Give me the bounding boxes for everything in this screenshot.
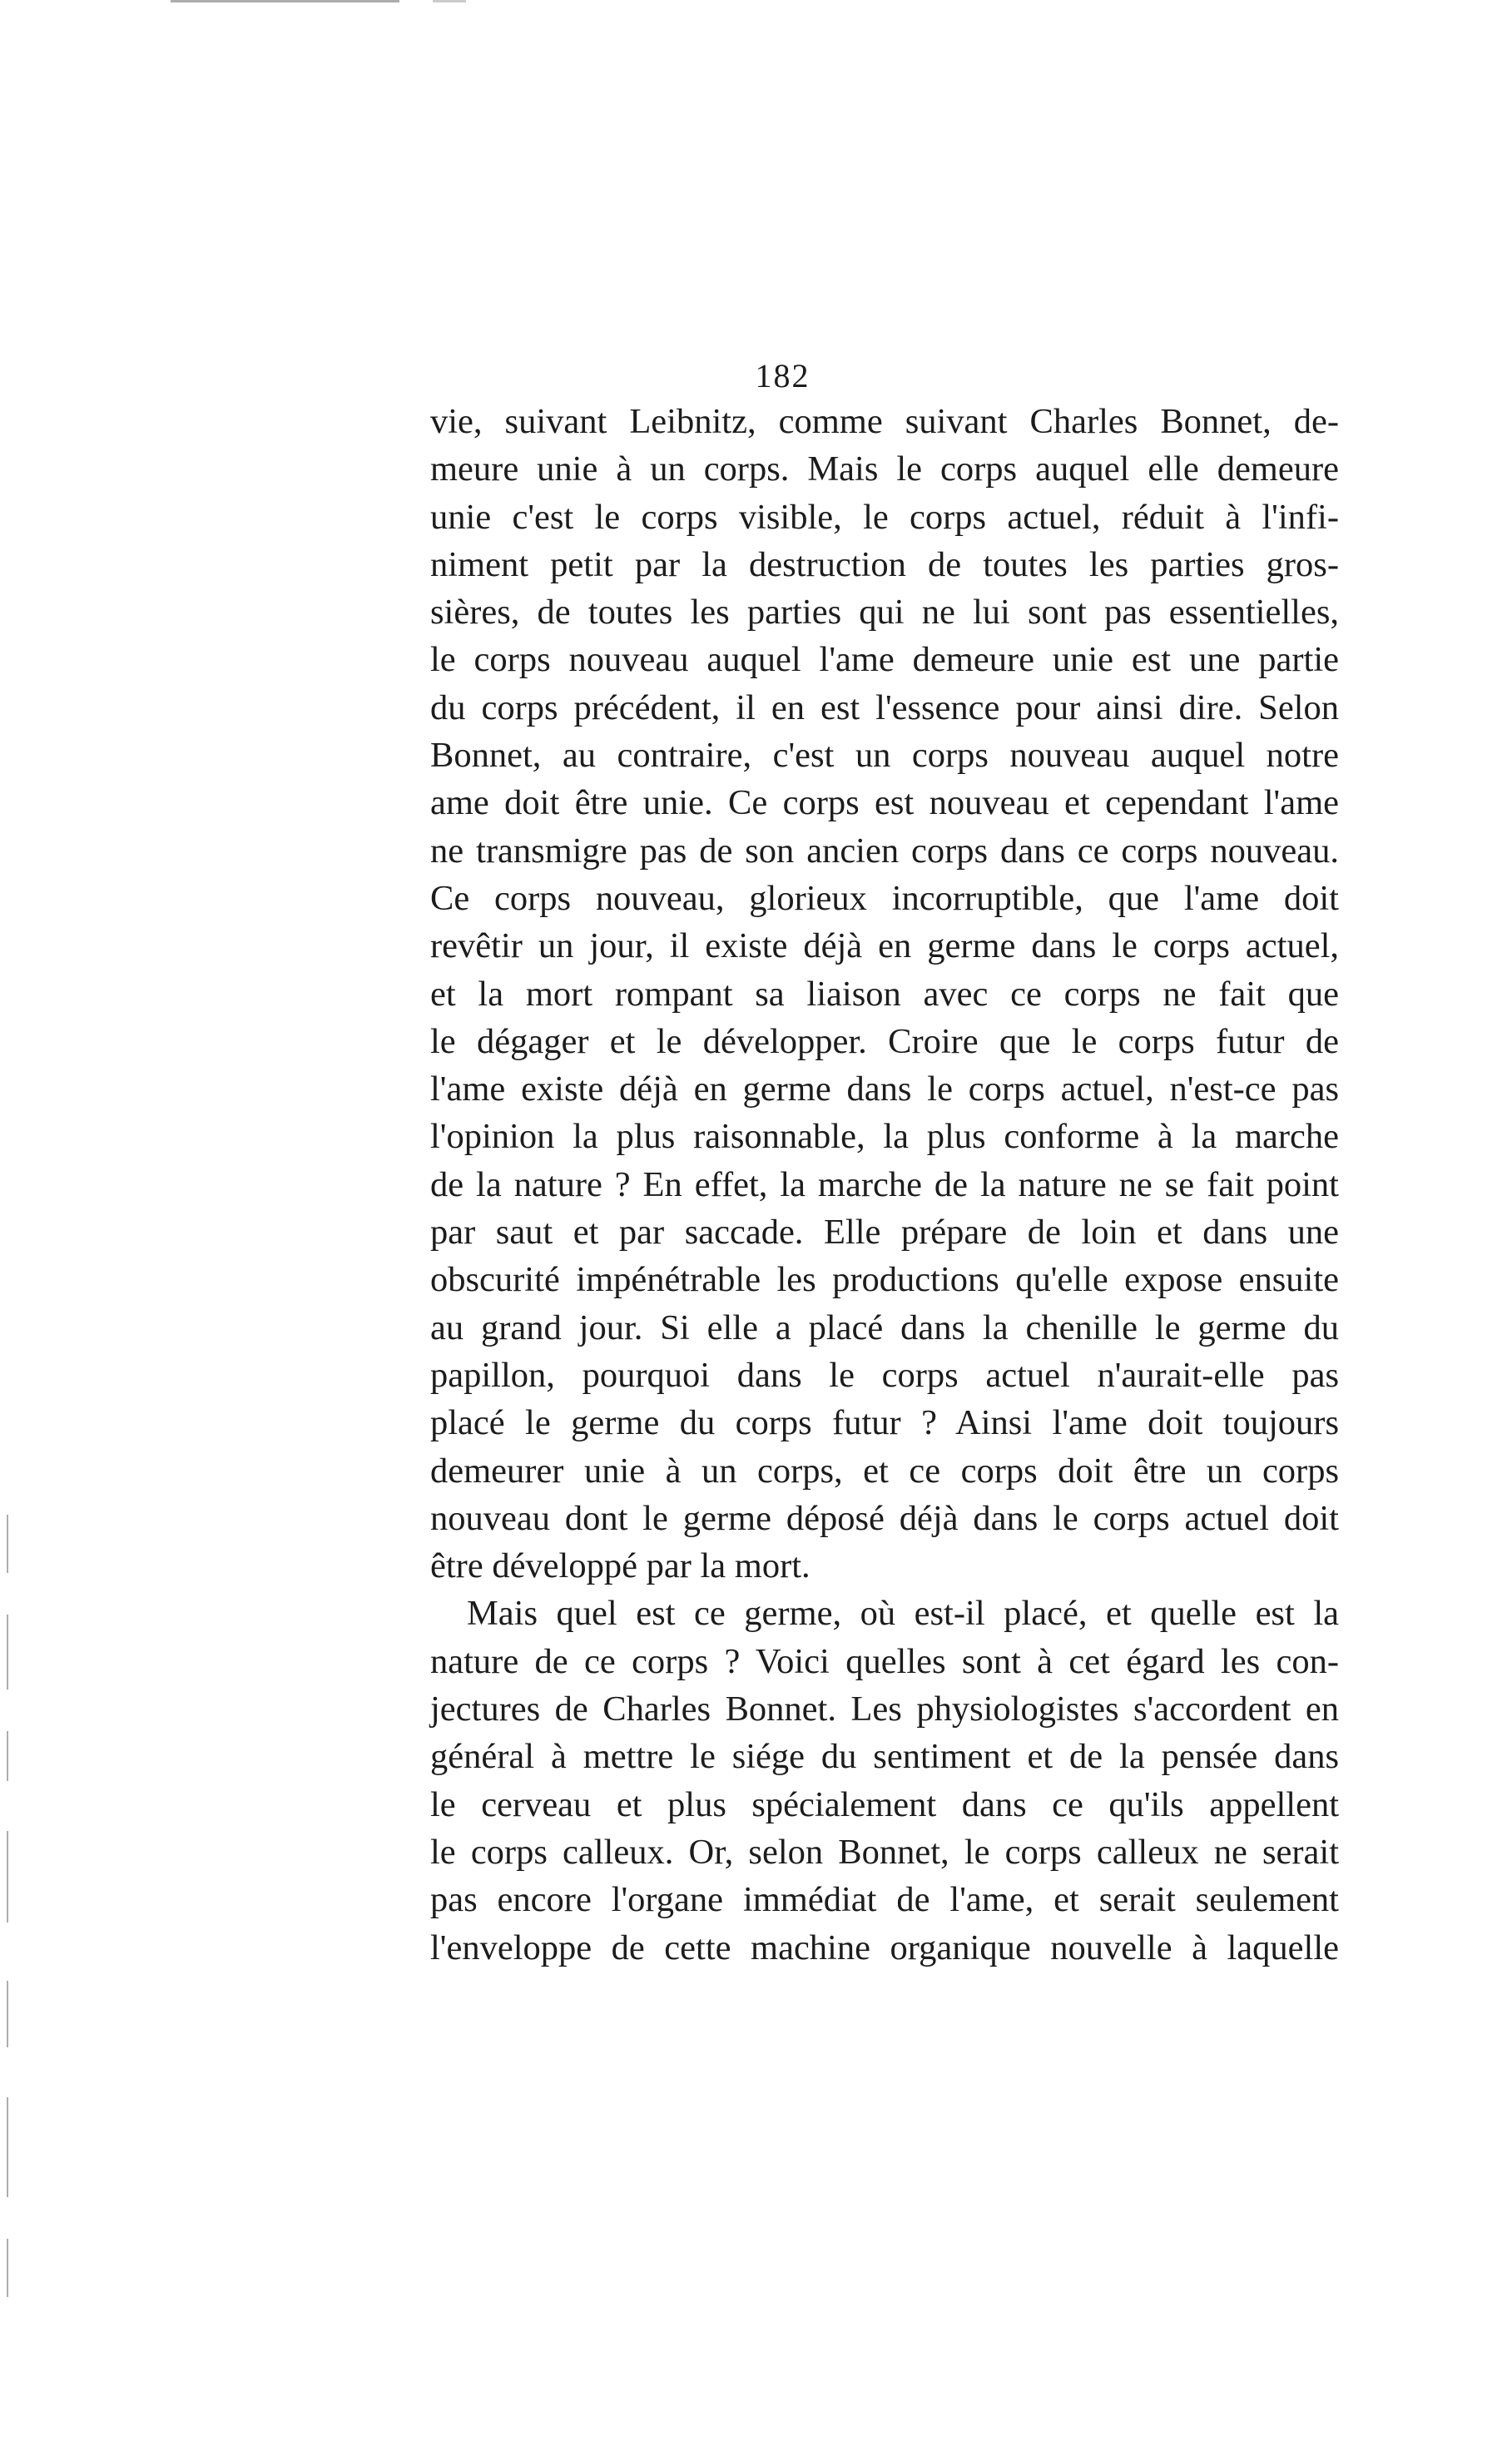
text-line: jectures de Charles Bonnet. Les physiologistes s'accordent en: [430, 1689, 1339, 1729]
text-line: papillon, pourquoi dans le corps actuel n'aurait-elle pas: [430, 1355, 1339, 1395]
text-line: Mais quel est ce germe, où est-il placé, et quelle est la: [467, 1594, 1339, 1634]
text-line: être développé par la mort.: [430, 1546, 811, 1586]
text-line: le dégager et le développer. Croire que le corps futur de: [430, 1021, 1339, 1061]
text-line: par saut et par saccade. Elle prépare de loin et dans une: [430, 1213, 1339, 1253]
text-line: le corps nouveau auquel l'ame demeure unie est une partie: [430, 640, 1339, 680]
scan-edge-mark: [171, 0, 399, 2]
text-line: demeurer unie à un corps, et ce corps doit être un corps: [430, 1451, 1339, 1491]
text-line: l'enveloppe de cette machine organique nouvelle à laquelle: [430, 1928, 1339, 1967]
text-line: le corps calleux. Or, selon Bonnet, le corps calleux ne serait: [430, 1832, 1339, 1872]
text-line: meure unie à un corps. Mais le corps auquel elle demeure: [430, 449, 1339, 489]
text-line: revêtir un jour, il existe déjà en germe dans le corps actuel,: [430, 926, 1339, 966]
text-line: Bonnet, au contraire, c'est un corps nouveau auquel notre: [430, 736, 1339, 776]
text-line: et la mort rompant sa liaison avec ce corps ne fait que: [430, 974, 1339, 1014]
text-line: ame doit être unie. Ce corps est nouveau et cependant l'ame: [430, 783, 1339, 823]
text-line: nouveau dont le germe déposé déjà dans le corps actuel doit: [430, 1498, 1339, 1538]
text-line: placé le germe du corps futur ? Ainsi l'ame doit toujours: [430, 1403, 1339, 1443]
text-line: sières, de toutes les parties qui ne lui sont pas essentielles,: [430, 593, 1339, 633]
paragraph: [430, 1590, 1339, 1971]
text-line: vie, suivant Leibnitz, comme suivant Charles Bonnet, de-: [430, 402, 1339, 441]
text-line: obscurité impénétrable les productions qu'elle expose ensuite: [430, 1260, 1339, 1300]
text-line: ne transmigre pas de son ancien corps dans ce corps nouveau.: [430, 831, 1339, 871]
text-line: pas encore l'organe immédiat de l'ame, et serait seulement: [430, 1880, 1339, 1920]
text-line: l'ame existe déjà en germe dans le corps actuel, n'est-ce pas: [430, 1069, 1339, 1109]
text-line: Ce corps nouveau, glorieux incorruptible, que l'ame doit: [430, 878, 1339, 918]
text-line: de la nature ? En effet, la marche de la nature ne se fait point: [430, 1164, 1339, 1204]
body-text: [430, 398, 1339, 1972]
page-number: 182: [755, 357, 811, 394]
text-line: du corps précédent, il en est l'essence pour ainsi dire. Selon: [430, 687, 1339, 727]
scan-margin-marks: [7, 1515, 12, 2314]
text-line: général à mettre le siége du sentiment et de la pensée dans: [430, 1737, 1339, 1777]
text-line: au grand jour. Si elle a placé dans la chenille le germe du: [430, 1307, 1339, 1347]
text-line: nature de ce corps ? Voici quelles sont à cet égard les con-: [430, 1641, 1339, 1681]
text-line: l'opinion la plus raisonnable, la plus conforme à la marche: [430, 1117, 1339, 1157]
scan-edge-mark: [433, 0, 466, 2]
text-line: le cerveau et plus spécialement dans ce qu'ils appellent: [430, 1784, 1339, 1824]
text-line: niment petit par la destruction de toutes les parties gros-: [430, 544, 1339, 584]
text-line: unie c'est le corps visible, le corps actuel, réduit à l'infi-: [430, 497, 1339, 537]
paragraph: [430, 398, 1339, 1590]
